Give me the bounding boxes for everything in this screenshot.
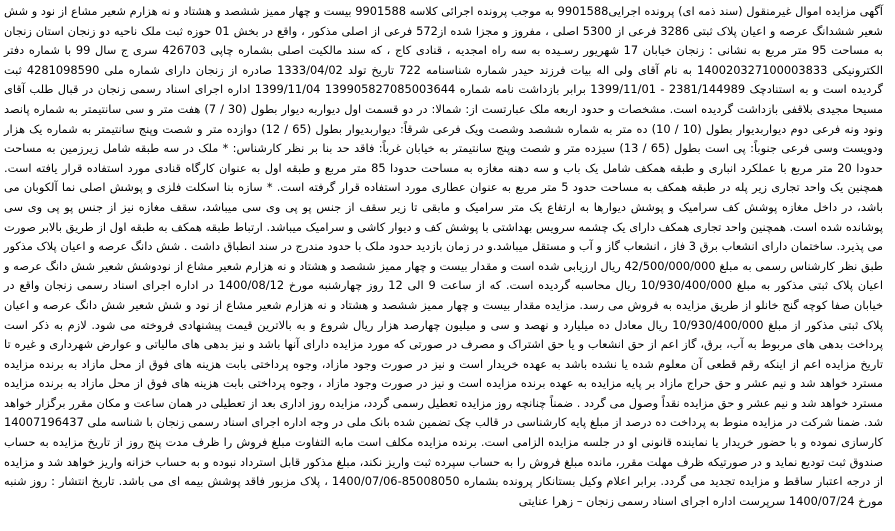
auction-notice-text: آگهی مزایده اموال غیرمنقول (سند ذمه ای) پرونده اجرایی9901588 به موجب پرونده اجرائی کلاسه 9901588 بیست و چهار ممیز ششصد و هشتاد و نه هزارم شعیر مشاع از نود و شش شعیر ششدانگ عرصه و اعیان پلاک ثبتی 3286 فرعی از 5300 اصلی ، مفروز و مجزا شده از572 فرعی از اصلی مذکور ، واقع در بخش 01 حوزه ثبت ملک ناحیه دو زنجان استان زنجان به مساحت 95 متر مربع به نشانی : زنجان خیابان 17 شهریور رسـیده به سه راه امجدیه ، قنادی کاج ، که سند مالکیت اصلی بشماره چاپی 426703 سری ج سال 99 با شماره دفتر الکترونیکی 140020327100003833 به نام آقای ولی اله بیات فرزند حیدر شماره شناسنامه 722 تاریخ تولد 1333/04/02 صادره از زنجان دارای شماره ملی 4281098590 ثبت گردیده است و به استناد‌چک 2381/144989 - 1399/11/01 برابر بازداشت نامه شماره 139905827085003644 1399/11/04 اداره اجرای اسناد رسمی زنجان در قبال طلب آقای مسیحا مجیدی بلاقفی بازداشت گردیده است. مشخصات و حدود اربعه ملک عبارتست از: شمالا: در دو قسمت اول دیواربه دیوار بطول (30 / 7) هفت متر و سی سانتیمتر به شماره پانصد ونود ونه فرعی دوم دیواربدیوار بطول (10 / 10) ده متر به شماره ششصد وشصت ویک فرعی شرقاً: دیواربدیوار بطول (65 / 12) دوازده متر و شصت وپنج سانتیمتر به شماره یک هزار ودویست وسی فرعی جنوباً: پی است بطول (65 / 13) سیزده متر و شصت وپنج سانتیمتر به خیابان غرباً: فاقد حد بنا بر نظر کارشناس: * ملک در سه طبقه شامل زیرزمین به مساحت حدودا 20 متر مربع با عملکرد انباری و طبقه همکف شامل یک باب و سه دهنه مغازه به مساحت حدودا 85 متر مربع و طبقه اول به عنوان کارگاه قنادی مورد استفاده قرار یافته است. همچنین یک واحد تجاری زیر پله در طبقه همکف به مساحت حدود 5 متر مربع به عنوان عطاری مورد استفاده قرار گرفته است. * سازه بنا اسکلت فلزی و پوشش اصلی نما آلکوبان می باشد، در داخل مغازه پوشش کف سرامیک و پوشش دیوارها به ارتفاع یک متر سرامیک و مابقی تا زیر سقف از جنس پو پی وی سی میباشد، سقف مغازه نیز از جنس پو پی وی سی پوشانده شده است. همچنین واحد تجاری همکف دارای یک چشمه سرویس بهداشتی با پوشش کف و دیوار کاشی و سرامیک میباشد. ارتباط طبقه همکف به طبقه اول از طریق بالابر صورت می پذیرد. ساختمان دارای انشعاب برق 3 فاز ، انشعاب گاز و آب و مستقل میباشد.و در زمان بازدید حدود ملک با حدود مندرج در سند انطباق داشت . شش دانگ عرصه و اعیان پلاک مذکور طبق نظر کارشناس رسمی به مبلغ 42/500/000/000 ریال ارزیابی شده است و مقدار بیست و چهار ممیز ششصد و هشتاد و نه هزارم شعیر مشاع از نودوشش شعیر شش دانگ عرصه و اعیان پلاک ثبتی مذکور به مبلغ 10/930/400/000 ریال محاسبه گردیده است. که از ساعت 9 الی 12 روز چهارشنبه مورخ 1400/08/12 در اداره اجرای اسناد رسمی زنجان واقع در خیابان صفا کوچه گنج خانلو از طریق مزایده به فروش می رسد. مزایده مقدار بیست و چهار ممیز ششصد و هشتاد و نه هزارم شعیر مشاع از نود و شش شعیر شش دانگ عرصه و اعیان پلاک ثبتی مذکور از مبلغ 10/930/400/000 ریال معادل ده میلیارد و نهصد و سی و میلیون چهارصد هزار ریال شروع و به بالاترین قیمت پیشنهادی فروخته می شود. لازم به ذکر است پرداخت بدهی های مربوط به آب، برق، گاز اعم از حق انشعاب و یا حق اشتراک و مصرف در صورتی که مورد مزایده دارای آنها باشد و نیز بدهی های مالیاتی و عوارض شهرداری و غیره تا تاریخ مزایده اعم از اینکه رقم قطعی آن معلوم شده یا نشده باشد به عهده خریدار است و نیز در صورت وجود مازاد، وجوه پرداختی بابت هزینه های فوق از محل مازاد به برنده مزایده مسترد خواهد شد و نیم عشر و حق حراج مازاد بر پایه مزایده به عهده برنده مزایده است و نیز در صورت وجود مازاد ، وجوه پرداختی بابت هزینه های فوق از محل مازاد به برنده مزایده مسترد خواهد شد و نیم عشر و حق مزایده نقداً وصول می گردد . ضمناً چنانچه روز مزایده تعطیل رسمی گردد، مزایده روز اداری بعد از تعطیلی در همان ساعت و مکان مقرر برگزار خواهد شد. ضمنا شرکت در مزایده منوط به پرداخت ده درصد از مبلغ پایه کارشناسی در قالب چک تضمین شده بانک ملی در وجه اداره اجرای اسناد رسمی زنجان با شناسه ملی 14007196437 کارسازی نموده و با حضور خریدار یا نماینده قانونی او در جلسه مزایده الزامی است. برنده مزایده مکلف است مابه التفاوت مبلغ فروش را ظرف مدت پنج روز از تاریخ مزایده به حساب صندوق ثبت تودیع نماید و در صورتیکه ظرف مهلت مقرر، مانده مبلغ فروش را به حساب سپرده ثبت واریز نکند، مبلغ مذکور قابل استرداد نبوده و به حساب خزانه واریز خواهد شد و مزایده از درجه اعتبار ساقط و مزایده تجدید می گردد. برابر اعلام وکیل بستانکار پرونده بشماره 85008050-1400/07/06 ، پلاک مزبور فاقد پوشش بیمه ای می باشد. تاریخ انتشار : روز شنبه مورخ 1400/07/24 سرپرست اداره اجرای اسناد رسمی زنجان – زهرا عنایتی (4, 4, 884, 508)
